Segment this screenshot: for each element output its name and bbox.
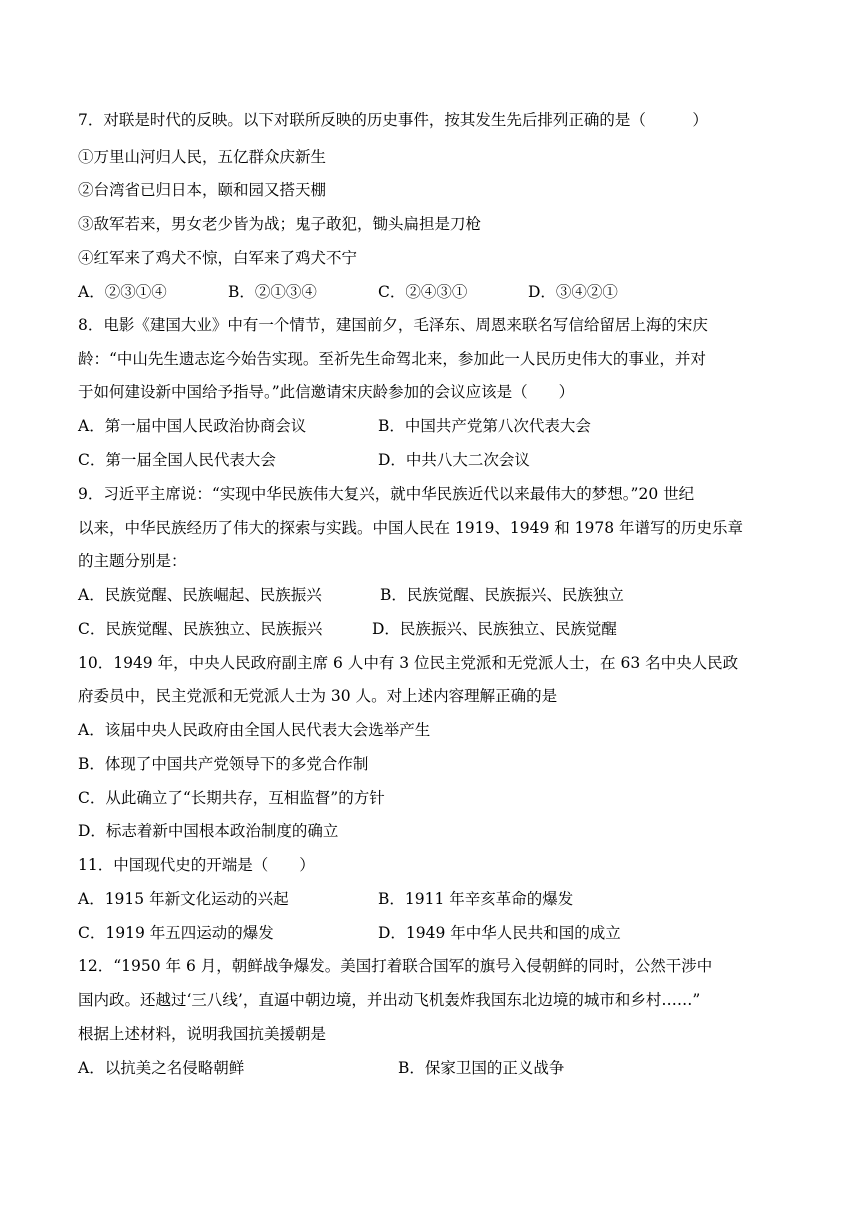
question-9-option-d: D．民族振兴、民族独立、民族觉醒 — [372, 620, 617, 638]
question-10-option-b: B．体现了中国共产党领导下的多党合作制 — [78, 755, 369, 773]
question-11-option-a: A．1915 年新文化运动的兴起 — [78, 890, 289, 908]
question-9-option-b: B．民族觉醒、民族振兴、民族独立 — [380, 586, 624, 604]
question-7-option-b: B．②①③④ — [228, 283, 317, 301]
question-7-option-d: D．③④②① — [528, 283, 618, 301]
question-10-stem-line-2: 府委员中，民主党派和无党派人士为 30 人。对上述内容理解正确的是 — [78, 687, 558, 705]
question-9-stem-line-2: 以来，中华民族经历了伟大的探索与实践。中国人民在 1919、1949 和 1978 年谱写的历史乐章 — [78, 519, 744, 537]
question-7-option-a: A．②③①④ — [78, 283, 167, 301]
question-12-stem-line-3: 根据上述材料，说明我国抗美援朝是 — [78, 1025, 327, 1043]
question-8-stem-line-3: 于如何建设新中国给予指导。”此信邀请宋庆龄参加的会议应该是（ ） — [78, 383, 575, 401]
question-10-option-c: C．从此确立了“长期共存，互相监督”的方针 — [78, 789, 385, 807]
question-9-option-c: C．民族觉醒、民族独立、民族振兴 — [78, 620, 323, 638]
question-11-option-d: D．1949 年中华人民共和国的成立 — [378, 924, 621, 942]
question-12-option-b: B．保家卫国的正义战争 — [398, 1059, 565, 1077]
question-12-stem-line-1: 12．“1950 年 6 月，朝鲜战争爆发。美国打着联合国军的旗号入侵朝鲜的同时，公然干涉中 — [78, 957, 713, 975]
question-8-option-d: D．中共八大二次会议 — [378, 451, 530, 469]
question-10-stem-line-1: 10．1949 年，中央人民政府副主席 6 人中有 3 位民主党派和无党派人士，在 63 名中央人民政 — [78, 654, 739, 672]
question-12-stem-line-2: 国内政。还越过‘三八线’，直逼中朝边境，并出动飞机轰炸我国东北边境的城市和乡村……” — [78, 991, 701, 1009]
question-9-stem-line-3: 的主题分别是： — [78, 552, 187, 570]
question-11-stem-line-1: 11．中国现代史的开端是（ ） — [78, 856, 315, 874]
question-7-item-4: ④红军来了鸡犬不惊，白军来了鸡犬不宁 — [78, 249, 358, 267]
question-12-option-a: A．以抗美之名侵略朝鲜 — [78, 1059, 245, 1077]
question-7-item-3: ③敌军若来，男女老少皆为战；鬼子敢犯，锄头扁担是刀枪 — [78, 215, 482, 233]
question-7-option-c: C．②④③① — [378, 283, 468, 301]
question-10-option-a: A．该届中央人民政府由全国人民代表大会选举产生 — [78, 721, 431, 739]
question-8-option-c: C．第一届全国人民代表大会 — [78, 451, 276, 469]
question-11-option-c: C．1919 年五四运动的爆发 — [78, 924, 274, 942]
question-8-stem-line-2: 龄：“中山先生遗志迄今始告实现。至祈先生命驾北来，参加此一人民历史伟大的事业，并对 — [78, 350, 706, 368]
question-8-stem-line-1: 8．电影《建国大业》中有一个情节，建国前夕，毛泽东、周恩来联名写信给留居上海的宋庆 — [78, 316, 708, 334]
question-10-option-d: D．标志着新中国根本政治制度的确立 — [78, 822, 339, 840]
question-8-option-a: A．第一届中国人民政治协商会议 — [78, 417, 307, 435]
question-7-item-1: ①万里山河归人民，五亿群众庆新生 — [78, 148, 327, 166]
question-8-option-b: B．中国共产党第八次代表大会 — [378, 417, 591, 435]
question-7-item-2: ②台湾省已归日本，颐和园又搭天棚 — [78, 181, 327, 199]
question-7-stem-line-1: 7．对联是时代的反映。以下对联所反映的历史事件，按其发生先后排列正确的是（ ） — [78, 111, 708, 129]
question-11-option-b: B．1911 年辛亥革命的爆发 — [378, 890, 574, 908]
question-9-stem-line-1: 9．习近平主席说：“实现中华民族伟大复兴，就中华民族近代以来最伟大的梦想。”20 世纪 — [78, 485, 695, 503]
question-9-option-a: A．民族觉醒、民族崛起、民族振兴 — [78, 586, 322, 604]
